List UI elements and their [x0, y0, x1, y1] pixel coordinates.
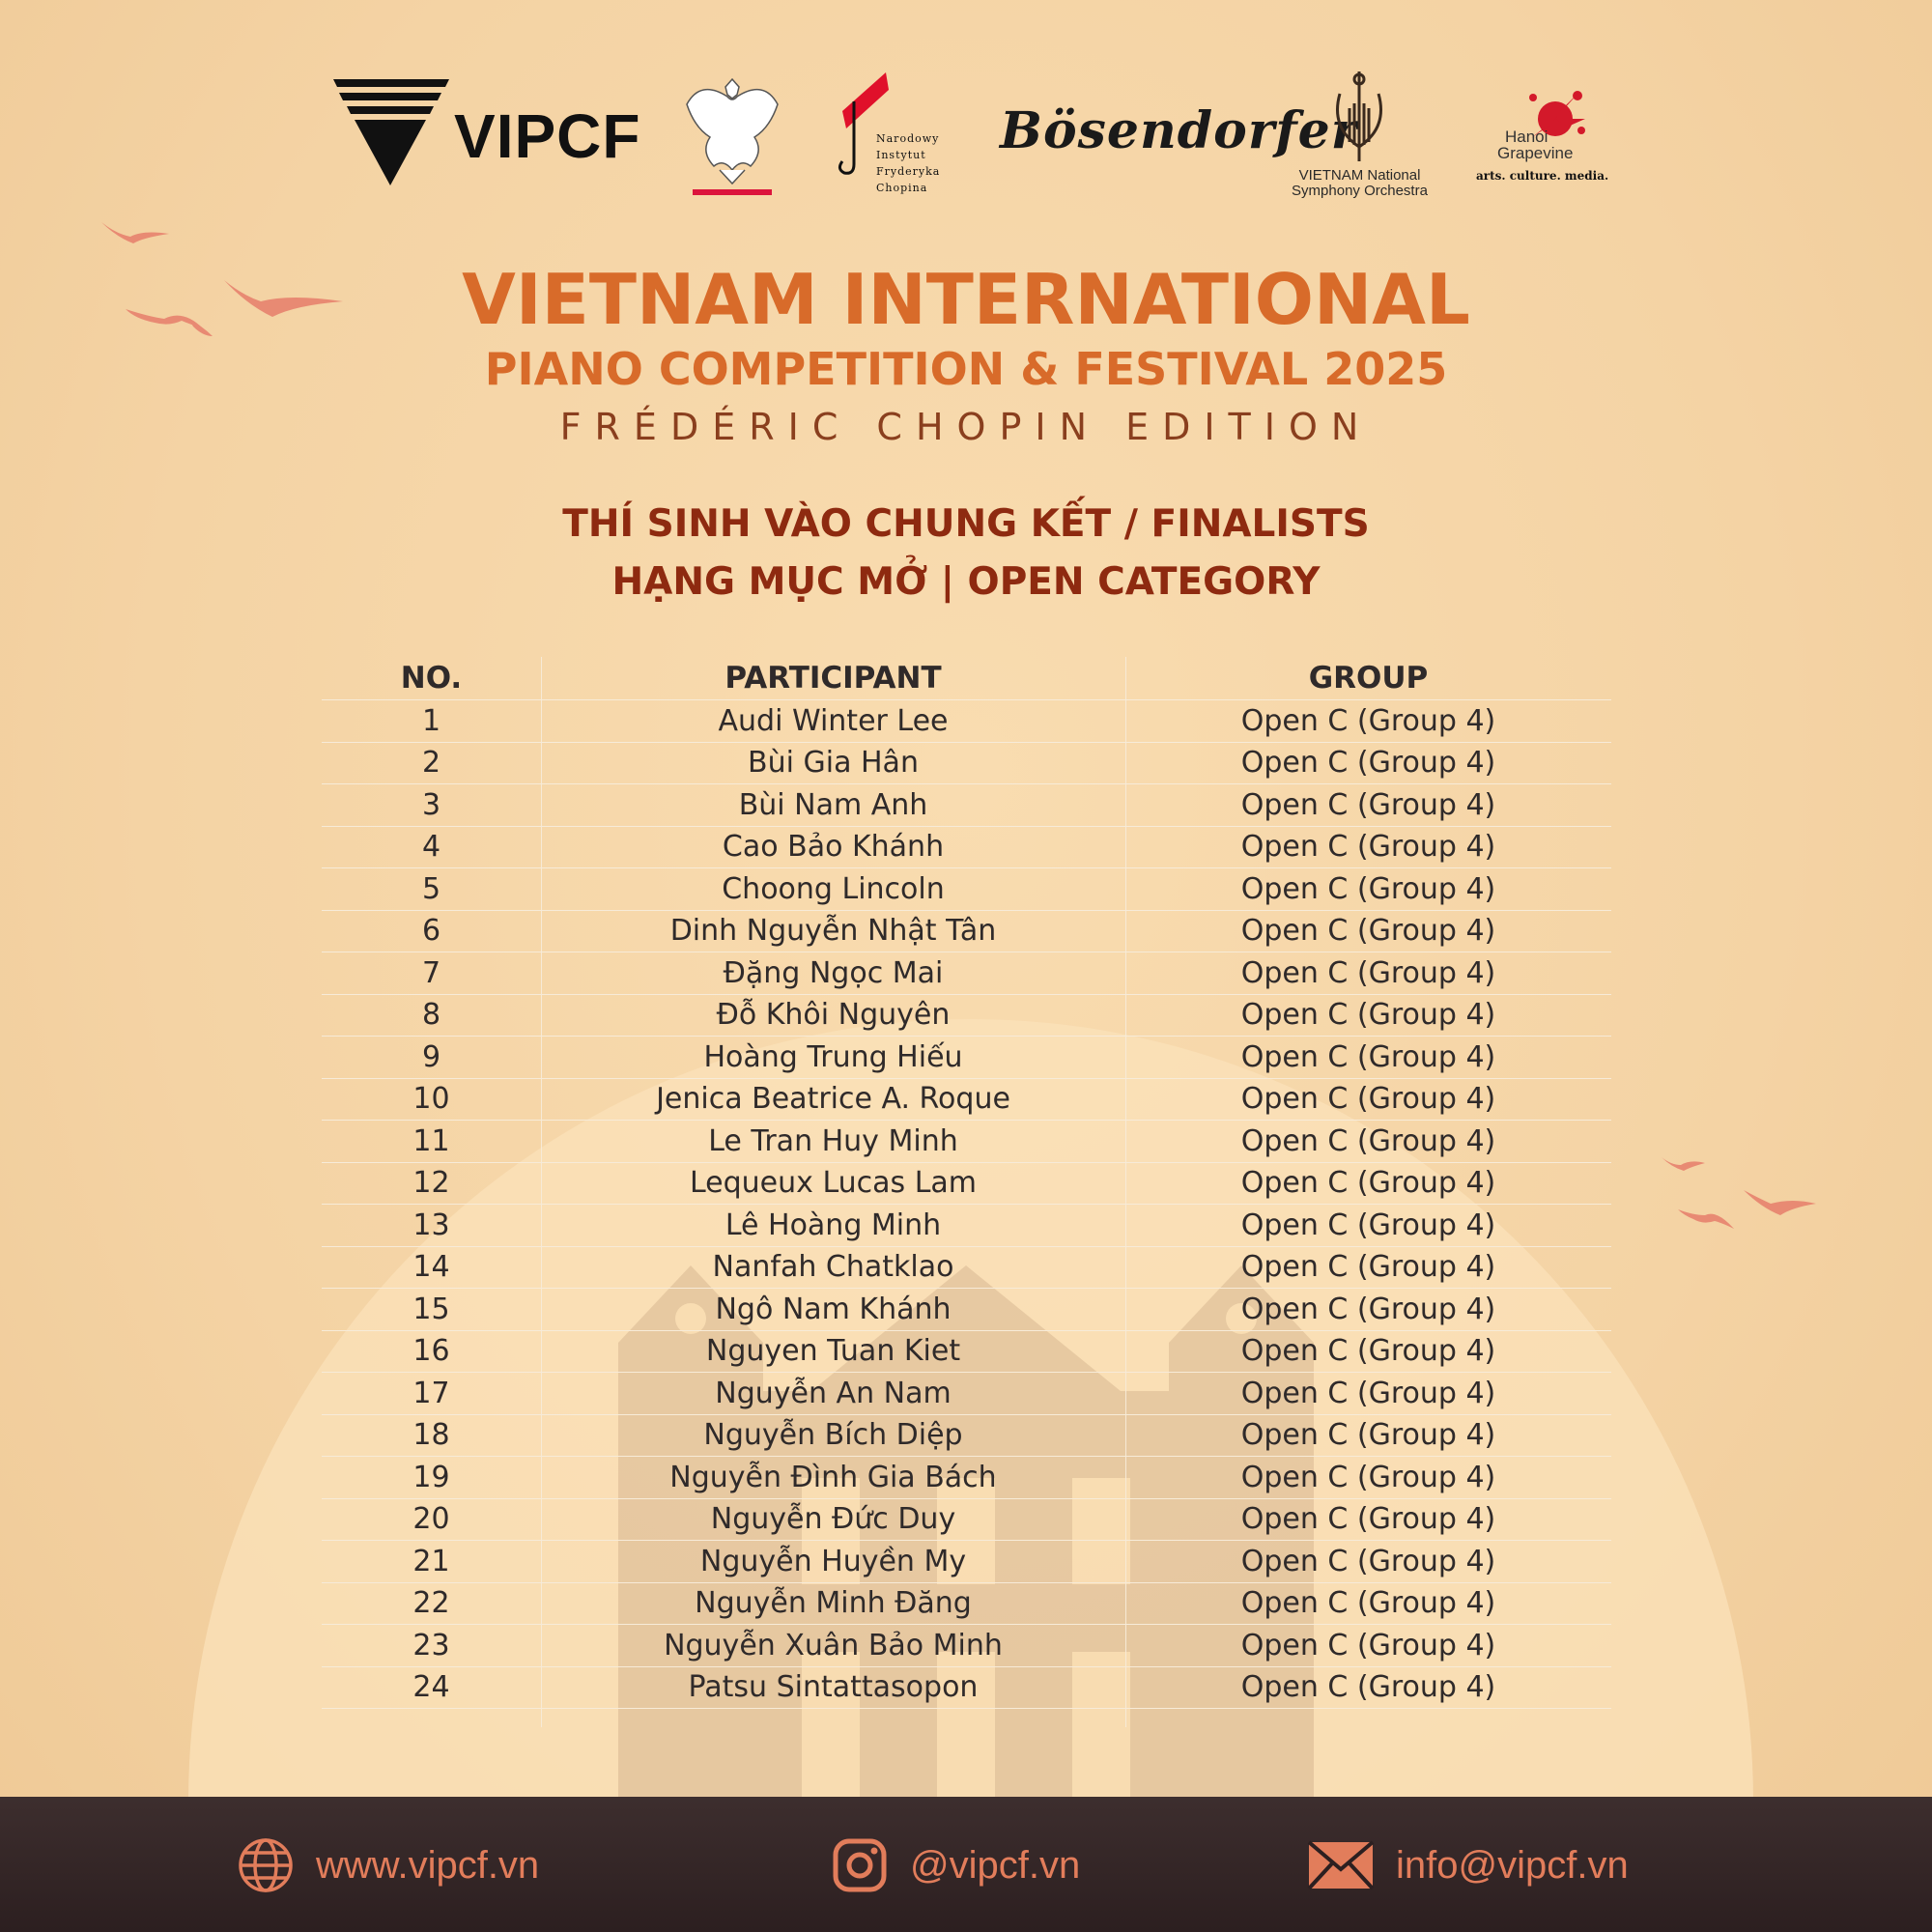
- nifc-line-3: Fryderyka: [876, 165, 941, 178]
- participant-name: Ngô Nam Khánh: [715, 1292, 952, 1326]
- participant-group: Open C (Group 4): [1240, 1039, 1496, 1074]
- participant-name: Bùi Nam Anh: [738, 787, 928, 822]
- participant-name: Hoàng Trung Hiếu: [703, 1039, 963, 1074]
- participant-name: Nguyễn An Nam: [715, 1376, 952, 1410]
- participant-number: 22: [412, 1586, 450, 1621]
- participant-number: 15: [412, 1292, 450, 1326]
- email-text: info@vipcf.vn: [1396, 1843, 1629, 1887]
- participant-number: 6: [421, 914, 441, 949]
- table-row: [322, 1583, 1611, 1626]
- footer: [0, 1797, 1932, 1932]
- participant-name: Le Tran Huy Minh: [708, 1123, 958, 1158]
- participant-number: 21: [412, 1544, 450, 1578]
- participant-name: Nguyễn Xuân Bảo Minh: [664, 1628, 1003, 1662]
- participant-group: Open C (Group 4): [1240, 1250, 1496, 1285]
- bosendorfer-logo-text: Bösendorfer: [1000, 101, 1359, 160]
- table-row: [322, 1163, 1611, 1206]
- table-row: [322, 1079, 1611, 1122]
- participant-group: Open C (Group 4): [1240, 1082, 1496, 1117]
- participant-name: Audi Winter Lee: [718, 703, 949, 738]
- nifc-logo-text: [876, 130, 940, 196]
- participant-name: Nguyễn Bích Diệp: [703, 1418, 963, 1453]
- participant-name: Cao Bảo Khánh: [722, 830, 945, 865]
- grapevine-line-1: Hanoi: [1505, 128, 1548, 146]
- table-row: [322, 1541, 1611, 1583]
- participant-name: Nguyễn Đình Gia Bách: [669, 1460, 997, 1494]
- participant-number: 9: [421, 1039, 441, 1074]
- website-link[interactable]: [237, 1833, 539, 1897]
- nifc-line-2: Instytut: [876, 149, 926, 161]
- partner-logos: [0, 58, 1932, 213]
- participant-group: Open C (Group 4): [1240, 1586, 1496, 1621]
- globe-icon: [237, 1836, 295, 1894]
- participant-group: Open C (Group 4): [1240, 830, 1496, 865]
- participant-number: 17: [412, 1376, 450, 1410]
- table-row: [322, 1499, 1611, 1542]
- column-header-group: GROUP: [1308, 661, 1429, 696]
- subtitle-category: HẠNG MỤC MỞ | OPEN CATEGORY: [611, 560, 1321, 604]
- participant-group: Open C (Group 4): [1240, 1544, 1496, 1578]
- participant-name: Nguyễn Đức Duy: [710, 1502, 956, 1537]
- column-header-no: NO.: [400, 661, 463, 696]
- participant-number: 4: [421, 830, 441, 865]
- participant-group: Open C (Group 4): [1240, 1670, 1496, 1705]
- grapevine-name: [1497, 128, 1573, 161]
- participant-group: Open C (Group 4): [1240, 1628, 1496, 1662]
- table-row: [322, 1289, 1611, 1331]
- bosendorfer-logo: [1000, 101, 1359, 169]
- participant-number: 19: [412, 1460, 450, 1494]
- vnso-logo: [1275, 70, 1444, 214]
- table-row: [322, 1373, 1611, 1415]
- participant-name: Đặng Ngọc Mai: [723, 955, 944, 990]
- vnso-line-2: Symphony Orchestra: [1292, 183, 1428, 199]
- participant-number: 18: [412, 1418, 450, 1453]
- white-eagle-icon: [681, 70, 783, 197]
- website-text: www.vipcf.vn: [316, 1843, 540, 1887]
- table-row: [322, 743, 1611, 785]
- participant-group: Open C (Group 4): [1240, 1208, 1496, 1242]
- table-row: [322, 1205, 1611, 1247]
- table-row: [322, 1415, 1611, 1458]
- participant-number: 10: [412, 1082, 450, 1117]
- participant-number: 2: [421, 746, 441, 781]
- participant-name: Đỗ Khôi Nguyên: [716, 998, 951, 1033]
- lyre-icon: [1325, 70, 1393, 166]
- table-row: [322, 995, 1611, 1037]
- participant-name: Lequeux Lucas Lam: [689, 1166, 978, 1201]
- table-header: [322, 657, 1611, 700]
- participant-group: Open C (Group 4): [1240, 1418, 1496, 1453]
- participant-group: Open C (Group 4): [1240, 746, 1496, 781]
- table-row: [322, 700, 1611, 743]
- finalists-table: [322, 657, 1611, 1709]
- participant-group: Open C (Group 4): [1240, 1376, 1496, 1410]
- column-header-participant: PARTICIPANT: [724, 661, 942, 696]
- table-row: [322, 952, 1611, 995]
- participant-number: 8: [421, 998, 441, 1033]
- participant-name: Bùi Gia Hân: [748, 746, 919, 781]
- participant-number: 20: [412, 1502, 450, 1537]
- participant-name: Nguyễn Huyền My: [699, 1544, 967, 1578]
- birds-right-illustration: [1657, 1150, 1826, 1246]
- title-line-2: PIANO COMPETITION & FESTIVAL 2025: [484, 343, 1448, 395]
- participant-group: Open C (Group 4): [1240, 998, 1496, 1033]
- instagram-link[interactable]: [831, 1833, 1080, 1897]
- participant-name: Nanfah Chatklao: [712, 1250, 954, 1285]
- table-row: [322, 827, 1611, 869]
- participant-number: 1: [421, 703, 441, 738]
- vipcf-logo: [333, 79, 641, 185]
- participant-group: Open C (Group 4): [1240, 914, 1496, 949]
- grapevine-line-2: Grapevine: [1497, 144, 1574, 162]
- participant-name: Patsu Sintattasopon: [688, 1670, 979, 1705]
- participant-group: Open C (Group 4): [1240, 871, 1496, 906]
- participant-group: Open C (Group 4): [1240, 787, 1496, 822]
- title-line-1: VIETNAM INTERNATIONAL: [462, 259, 1470, 340]
- participant-number: 3: [421, 787, 441, 822]
- grapevine-tagline: arts. culture. media.: [1476, 169, 1609, 183]
- poland-eagle-logo: [681, 70, 783, 197]
- participant-number: 14: [412, 1250, 450, 1285]
- table-row: [322, 1247, 1611, 1290]
- vnso-logo-text: [1275, 168, 1444, 199]
- participant-number: 11: [412, 1123, 450, 1158]
- table-row: [322, 1457, 1611, 1499]
- email-link[interactable]: [1307, 1833, 1629, 1897]
- vipcf-logo-text: VIPCF: [454, 101, 641, 171]
- participant-name: Nguyen Tuan Kiet: [705, 1334, 961, 1369]
- vipcf-mark-icon: [333, 79, 449, 185]
- title-line-3: FRÉDÉRIC CHOPIN EDITION: [559, 406, 1373, 448]
- participant-group: Open C (Group 4): [1240, 1123, 1496, 1158]
- participant-group: Open C (Group 4): [1240, 703, 1496, 738]
- participant-number: 24: [412, 1670, 450, 1705]
- table-row: [322, 1121, 1611, 1163]
- participant-number: 23: [412, 1628, 450, 1662]
- nifc-line-1: Narodowy: [876, 132, 940, 145]
- table-row: [322, 1331, 1611, 1374]
- hanoi-grapevine-logo: [1468, 82, 1609, 188]
- participant-group: Open C (Group 4): [1240, 955, 1496, 990]
- participant-group: Open C (Group 4): [1240, 1166, 1496, 1201]
- participant-name: Lê Hoàng Minh: [724, 1208, 942, 1242]
- table-row: [322, 784, 1611, 827]
- table-row: [322, 911, 1611, 953]
- instagram-text: @vipcf.vn: [910, 1843, 1081, 1887]
- instagram-icon: [831, 1836, 889, 1894]
- participant-name: Nguyễn Minh Đăng: [695, 1586, 972, 1621]
- participant-group: Open C (Group 4): [1240, 1334, 1496, 1369]
- participant-name: Jenica Beatrice A. Roque: [656, 1082, 1010, 1117]
- table-row: [322, 1625, 1611, 1667]
- nifc-logo: [833, 72, 963, 198]
- vnso-line-1: VIETNAM National: [1298, 167, 1421, 184]
- participant-group: Open C (Group 4): [1240, 1502, 1496, 1537]
- participant-number: 7: [421, 955, 441, 990]
- participant-number: 5: [421, 871, 441, 906]
- table-row: [322, 1667, 1611, 1710]
- participant-group: Open C (Group 4): [1240, 1292, 1496, 1326]
- subtitle-finalists: THÍ SINH VÀO CHUNG KẾT / FINALISTS: [562, 502, 1370, 546]
- envelope-icon: [1307, 1840, 1375, 1890]
- participant-number: 16: [412, 1334, 450, 1369]
- participant-number: 12: [412, 1166, 450, 1201]
- participant-name: Choong Lincoln: [722, 871, 945, 906]
- participant-name: Dinh Nguyễn Nhật Tân: [669, 914, 997, 949]
- participant-number: 13: [412, 1208, 450, 1242]
- nifc-line-4: Chopina: [876, 182, 928, 194]
- table-row: [322, 1037, 1611, 1079]
- table-row: [322, 868, 1611, 911]
- participant-group: Open C (Group 4): [1240, 1460, 1496, 1494]
